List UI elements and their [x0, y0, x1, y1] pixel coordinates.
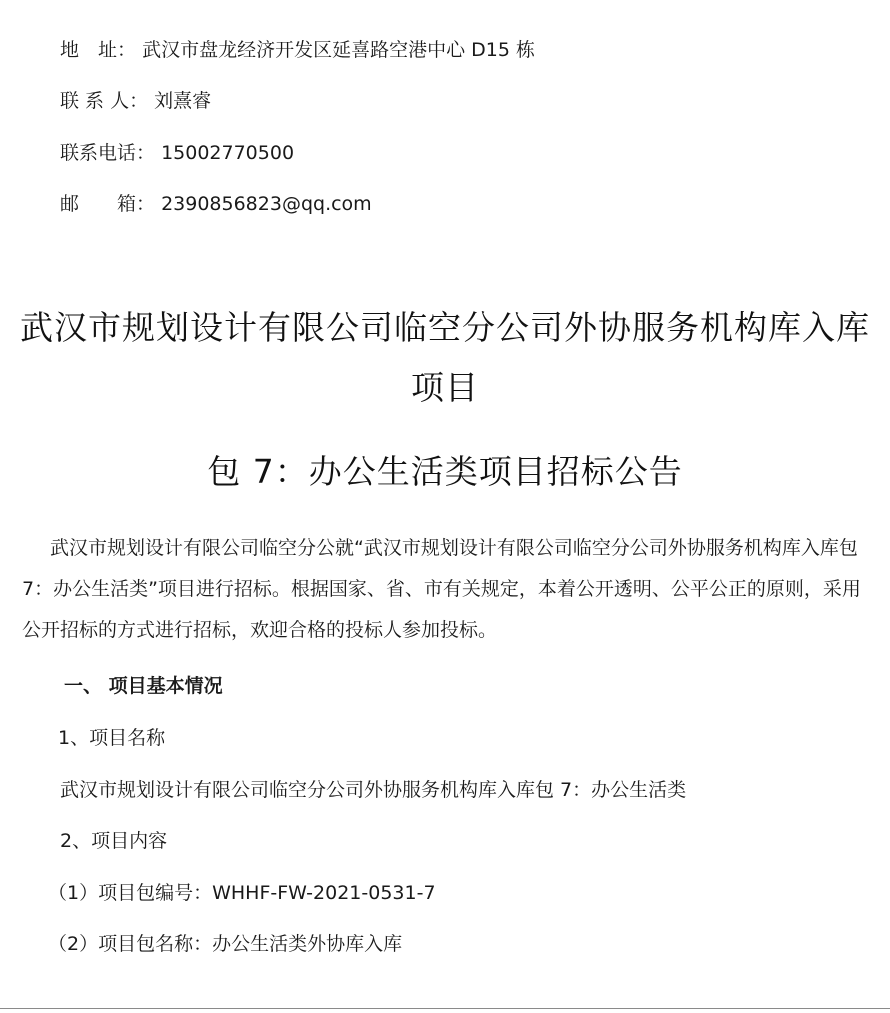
- email-line: [60, 192, 372, 216]
- contact-person-value: 刘熹睿: [154, 90, 212, 112]
- page-title-line-3: 包 7：办公生活类项目招标公告: [207, 452, 683, 491]
- sub-item-package-number: （1）项目包编号：WHHF-FW-2021-0531-7: [48, 882, 436, 904]
- email-label: 邮 箱：: [60, 193, 156, 215]
- item-2-label: 2、项目内容: [60, 830, 168, 852]
- sub-item-package-name: （2）项目包名称：办公生活类外协库入库: [48, 933, 403, 955]
- email-value[interactable]: 2390856823@qq.com: [161, 193, 372, 215]
- item-1-label: 1、项目名称: [58, 727, 166, 749]
- contact-person-line: [60, 89, 211, 113]
- phone-label: 联系电话：: [60, 142, 156, 164]
- phone-line: [60, 141, 294, 165]
- page-title-line-2: 项目: [411, 368, 479, 407]
- contact-person-label: 联 系 人：: [60, 90, 149, 112]
- bottom-divider: [0, 1008, 890, 1009]
- address-line: [60, 38, 535, 62]
- phone-value: 15002770500: [161, 142, 295, 164]
- item-1-value: 武汉市规划设计有限公司临空分公司外协服务机构库入库包 7：办公生活类: [60, 779, 687, 801]
- section-heading: 一、 项目基本情况: [64, 675, 223, 697]
- address-value: 武汉市盘龙经济开发区延喜路空港中心 D15 栋: [142, 39, 535, 61]
- address-label: 地 址：: [60, 39, 137, 61]
- intro-paragraph: 武汉市规划设计有限公司临空分公就“武汉市规划设计有限公司临空分公司外协服务机构库入库包 7：办公生活类”项目进行招标。根据国家、省、市有关规定，本着公开透明、公平公正的原则，采用公开招标的方式进行招标，欢迎合格的投标人参加投标。: [22, 537, 861, 641]
- page-title-line-1: 武汉市规划设计有限公司临空分公司外协服务机构库入库: [20, 308, 870, 347]
